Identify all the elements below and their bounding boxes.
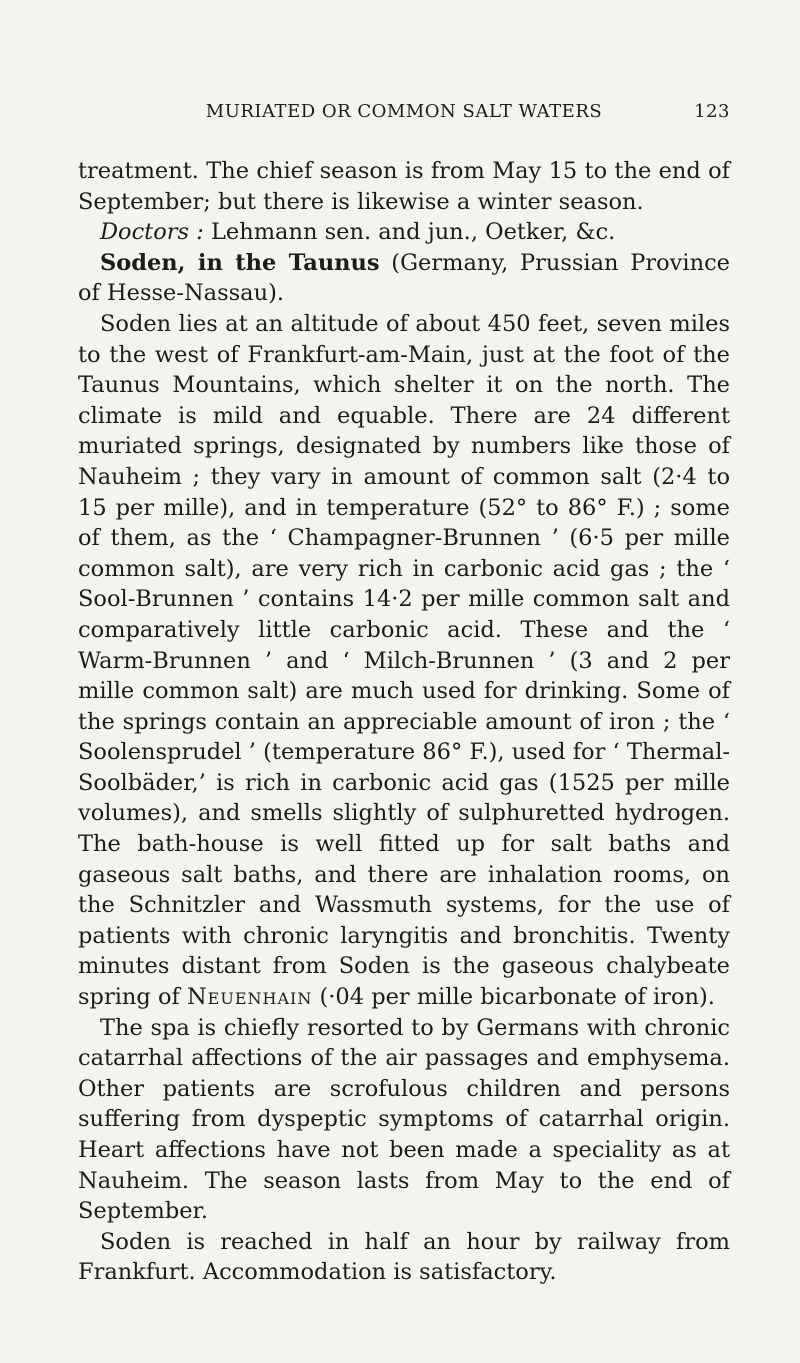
body-text (78, 156, 730, 1288)
paragraph-patients: The spa is chiefly resorted to by Germans with chronic catarrhal affections of the air passages and emphysema. Other patients are scrofulous children and persons suffering from dyspeptic symptoms of catarrhal origin. Heart affections have not been made a speciality as at Nauheim. The season lasts from May to the end of September. (78, 1014, 730, 1225)
paragraph-access: Soden is reached in half an hour by railway from Frankfurt. Accommodation is satisfactory. (78, 1228, 730, 1286)
paragraph-continuation: treatment. The chief season is from May 15 to the end of September; but there is likewise a winter season. (78, 158, 730, 215)
soden-heading-rest: (Germany, Prussian Province of Hesse-Nassau). (78, 249, 730, 307)
soden-springs-text-end: (·04 per mille bicarbonate of iron). (312, 984, 715, 1011)
running-head (78, 101, 730, 127)
neuenhain-name: Neuenhain (186, 984, 313, 1011)
doctors-label: Doctors : (100, 219, 204, 246)
running-title: MURIATED OR COMMON SALT WATERS (205, 101, 603, 122)
paragraph-doctors (78, 217, 730, 248)
paragraph-soden-springs (78, 309, 730, 1013)
page-number: 123 (694, 101, 730, 122)
doctors-text: Lehmann sen. and jun., Oetker, &c. (203, 219, 616, 246)
section-heading-soden (78, 248, 730, 309)
soden-heading: Soden, in the Taunus (100, 249, 380, 276)
soden-springs-text: Soden lies at an altitude of about 450 feet, seven miles to the west of Frankfurt-am-Main, just at the foot of the Taunus Mountains, which shelter it on the north. The climate is mild and equable. There are 24 different muriated springs, designated by numbers like those of Nauheim ; they vary in amount of common salt (2·4 to 15 per mille), and in temperature (52° to 86° F.) ; some of them, as the ‘ Champagner-Brunnen ’ (6·5 per mille common salt), are very rich in carbonic acid gas ; the ‘ Sool-Brunnen ’ contains 14·2 per mille common salt and comparatively little carbonic acid. These and the ‘ Warm-Brunnen ’ and ‘ Milch-Brunnen ’ (3 and 2 per mille common salt) are much used for drinking. Some of the springs contain an appreciable amount of iron ; the ‘ Soolensprudel ’ (temperature 86° F.), used for ‘ Thermal-Soolbäder,’ is rich in carbonic acid gas (1525 per mille volumes), and smells slightly of sulphuretted hydrogen. The bath-house is well fitted up for salt baths and gaseous salt baths, and there are inhalation rooms, on the Schnitzler and Wassmuth systems, for the use of patients with chronic laryngitis and bronchitis. Twenty minutes distant from Soden is the gaseous chalybeate spring of (78, 310, 730, 1011)
